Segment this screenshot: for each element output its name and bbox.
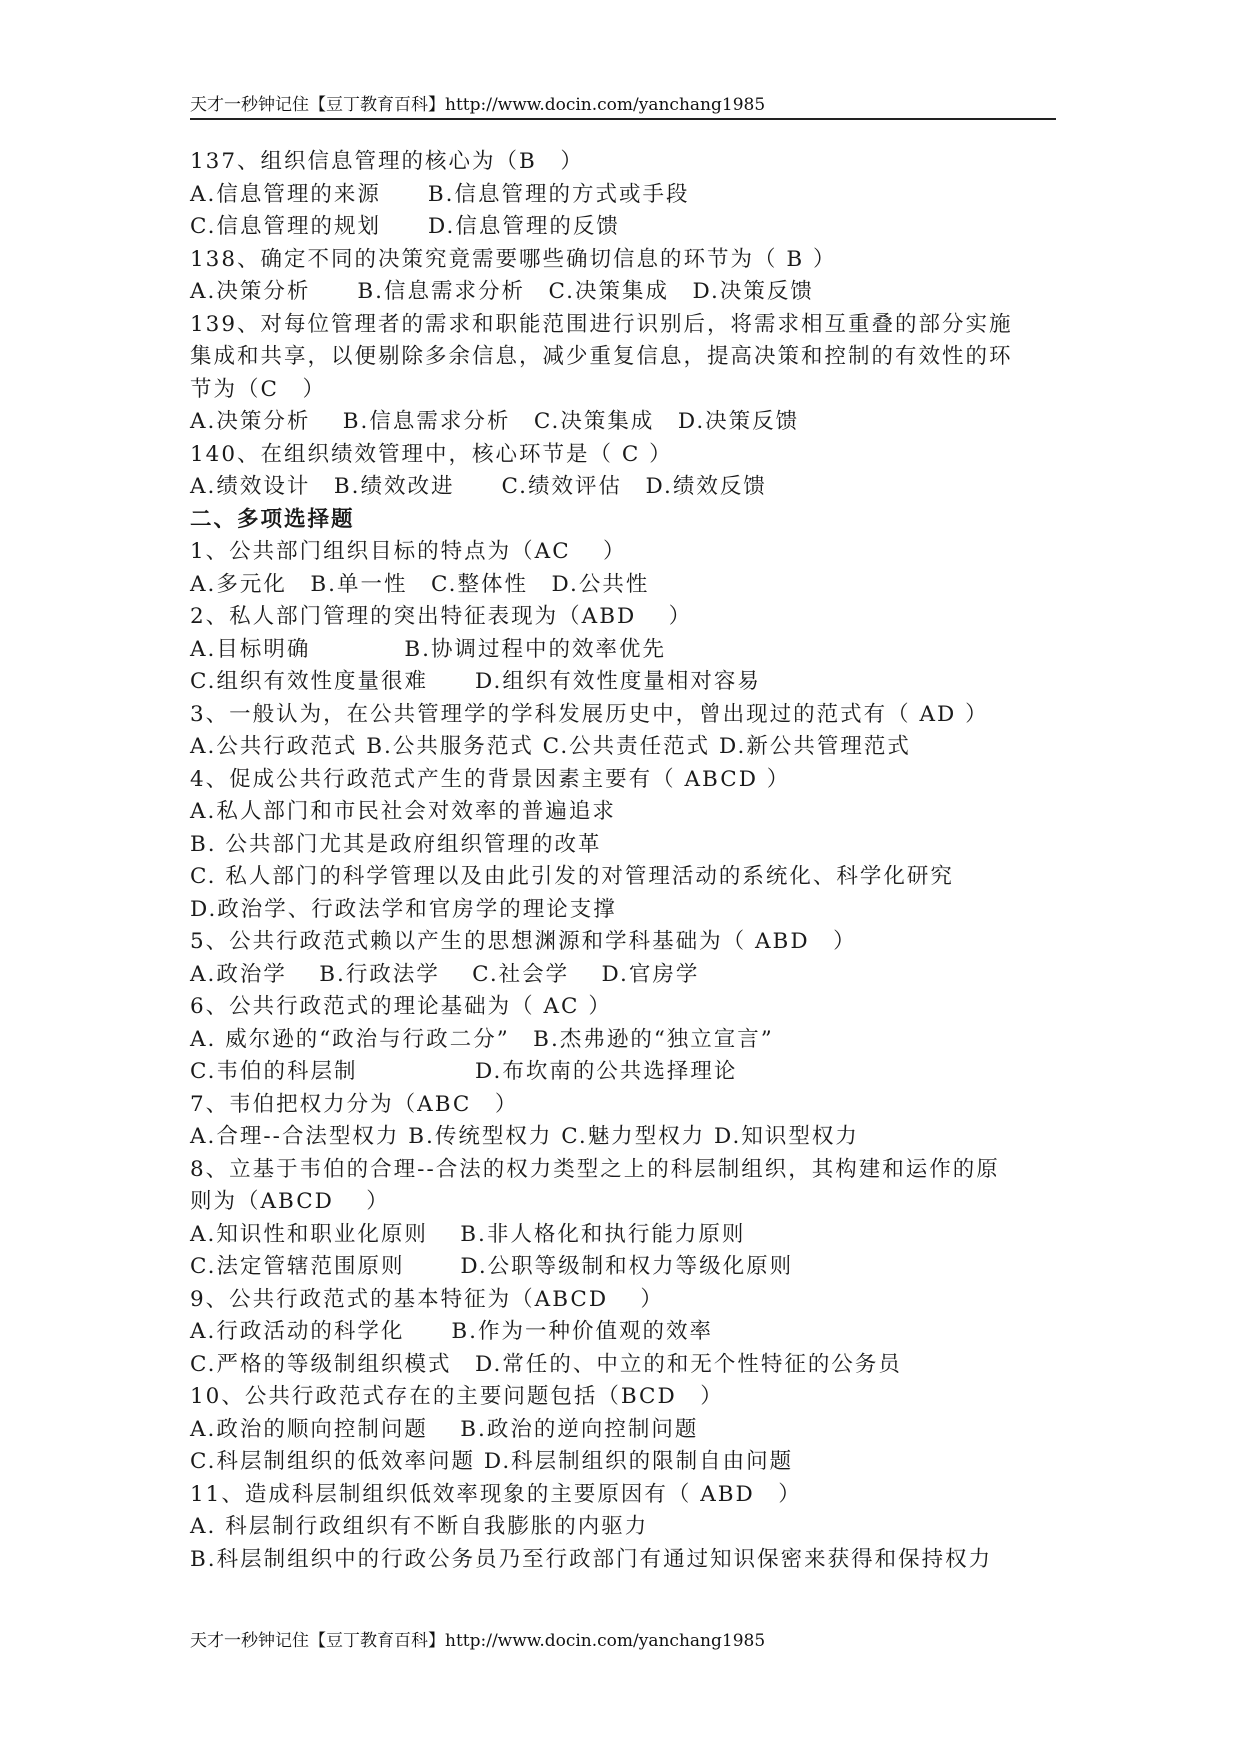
text-line: 节为（C ） (190, 376, 326, 402)
text-line: C.韦伯的科层制 D.布坎南的公共选择理论 (190, 1059, 738, 1084)
page-footer (190, 1626, 765, 1651)
text-line: A.决策分析 B.信息需求分析 C.决策集成 D.决策反馈 (190, 279, 814, 304)
text-line: C.法定管辖范围原则 D.公职等级制和权力等级化原则 (190, 1254, 794, 1279)
text-line: 集成和共享，以便剔除多余信息，减少重复信息，提高决策和控制的有效性的环 (190, 344, 1013, 369)
footer-text: 天才一秒钟记住【豆丁教育百科】http://www.docin.com/yanchang1985 (190, 1631, 766, 1651)
document-body (190, 146, 1070, 1576)
text-line: 则为（ABCD ） (190, 1189, 390, 1214)
text-line: D.政治学、行政法学和官房学的理论支撑 (190, 896, 617, 922)
text-line: A. 科层制行政组织有不断自我膨胀的内驱力 (190, 1514, 649, 1539)
text-line: A.私人部门和市民社会对效率的普遍追求 (190, 799, 616, 824)
text-line: B.科层制组织中的行政公务员乃至行政部门有通过知识保密来获得和保持权力 (190, 1546, 993, 1572)
text-line: A.绩效设计 B.绩效改进 C.绩效评估 D.绩效反馈 (190, 474, 767, 499)
text-line: C.组织有效性度量很难 D.组织有效性度量相对容易 (190, 669, 761, 694)
text-line: B. 公共部门尤其是政府组织管理的改革 (190, 831, 602, 857)
text-line: 9、公共行政范式的基本特征为（ABCD ） (190, 1286, 664, 1312)
text-line: A.信息管理的来源 B.信息管理的方式或手段 (190, 181, 690, 207)
header-text: 天才一秒钟记住【豆丁教育百科】http://www.docin.com/yanchang1985 (190, 95, 766, 115)
page-header (190, 88, 1056, 120)
text-line: A.政治的顺向控制问题 B.政治的逆向控制问题 (190, 1416, 699, 1442)
text-line: A.行政活动的科学化 B.作为一种价值观的效率 (190, 1319, 713, 1344)
text-line: A.知识性和职业化原则 B.非人格化和执行能力原则 (190, 1221, 746, 1247)
text-line: A.政治学 B.行政法学 C.社会学 D.官房学 (190, 961, 700, 987)
text-line: A.多元化 B.单一性 C.整体性 D.公共性 (190, 571, 650, 597)
text-line: 2、私人部门管理的突出特征表现为（ABD ） (190, 604, 693, 629)
text-line: 137、组织信息管理的核心为（B ） (190, 149, 584, 174)
text-line: A.决策分析 B.信息需求分析 C.决策集成 D.决策反馈 (190, 409, 800, 434)
text-line: 1、公共部门组织目标的特点为（AC ） (190, 539, 627, 564)
text-line: 4、促成公共行政范式产生的背景因素主要有（ ABCD ） (190, 766, 791, 792)
section-heading: 二、多项选择题 (190, 506, 355, 532)
text-line: 6、公共行政范式的理论基础为（ AC ） (190, 994, 612, 1019)
text-line: 8、立基于韦伯的合理--合法的权力类型之上的科层制组织，其构建和运作的原 (190, 1156, 1000, 1182)
text-line: A.公共行政范式 B.公共服务范式 C.公共责任范式 D.新公共管理范式 (190, 734, 911, 759)
text-line: A. 威尔逊的“政治与行政二分” B.杰弗逊的“独立宣言” (190, 1026, 774, 1052)
text-line: C. 私人部门的科学管理以及由此引发的对管理活动的系统化、科学化研究 (190, 864, 954, 889)
text-line: 138、确定不同的决策究竟需要哪些确切信息的环节为（ B ） (190, 246, 837, 272)
text-line: A.目标明确 B.协调过程中的效率优先 (190, 636, 666, 662)
text-line: 5、公共行政范式赖以产生的思想渊源和学科基础为（ ABD ） (190, 929, 857, 954)
text-line: 140、在组织绩效管理中，核心环节是（ C ） (190, 441, 673, 467)
text-line: C.严格的等级制组织模式 D.常任的、中立的和无个性特征的公务员 (190, 1351, 902, 1377)
text-line: 139、对每位管理者的需求和职能范围进行识别后，将需求相互重叠的部分实施 (190, 311, 1013, 337)
text-line: 10、公共行政范式存在的主要问题包括（BCD ） (190, 1384, 724, 1409)
text-line: 11、造成科层制组织低效率现象的主要原因有（ ABD ） (190, 1481, 802, 1507)
text-line: C.信息管理的规划 D.信息管理的反馈 (190, 214, 620, 239)
text-line: A.合理--合法型权力 B.传统型权力 C.魅力型权力 D.知识型权力 (190, 1124, 859, 1149)
text-line: 7、韦伯把权力分为（ABC ） (190, 1091, 519, 1117)
text-line: 3、一般认为，在公共管理学的学科发展历史中，曾出现过的范式有（ AD ） (190, 701, 989, 727)
text-line: C.科层制组织的低效率问题 D.科层制组织的限制自由问题 (190, 1449, 794, 1474)
